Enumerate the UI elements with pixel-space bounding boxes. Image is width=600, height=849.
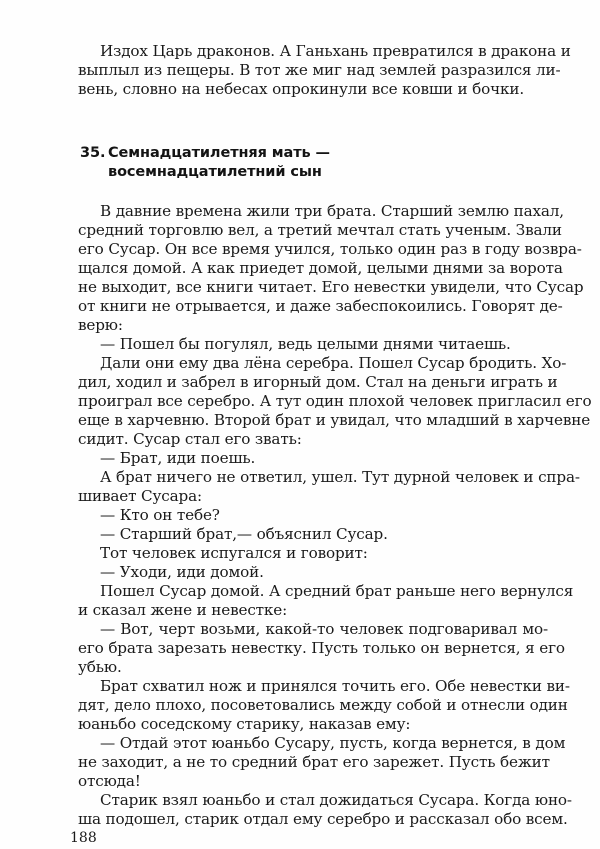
body-line: еще в харчевню. Второй брат и увидал, что младший в харчевне — [78, 411, 591, 429]
body-line: юаньбо соседскому старику, наказав ему: — [78, 715, 411, 733]
chapter-title-line1: Семнадцатилетняя мать — — [108, 145, 330, 161]
body-line: не выходит, все книги читает. Его невестки увидели, что Сусар — [78, 278, 584, 296]
body-line: верю: — [78, 316, 123, 334]
body-line: отсюда! — [78, 772, 141, 790]
body-line: Брат схватил нож и принялся точить его. Обе невестки ви- — [100, 677, 570, 695]
body-line: — Брат, иди поешь. — [100, 449, 256, 467]
body-line: — Пошел бы погулял, ведь целыми днями читаешь. — [100, 335, 511, 353]
body-line: дил, ходил и забрел в игорный дом. Стал на деньги играть и — [78, 373, 558, 391]
chapter-number: 35. — [80, 145, 106, 161]
body-line: ша подошел, старик отдал ему серебро и рассказал обо всем. — [78, 810, 568, 828]
body-line: — Отдай этот юаньбо Сусару, пусть, когда вернется, в дом — [100, 734, 566, 752]
body-line: его Сусар. Он все время учился, только один раз в году возвра- — [78, 240, 582, 258]
body-line: от книги не отрывается, и даже забеспокоились. Говорят де- — [78, 297, 563, 315]
body-line: — Кто он тебе? — [100, 506, 220, 524]
body-line: шивает Сусара: — [78, 487, 202, 505]
body-line: средний торговлю вел, а третий мечтал стать ученым. Звали — [78, 221, 562, 239]
body-line: Пошел Сусар домой. А средний брат раньше него вернулся — [100, 582, 574, 600]
body-line: Старик взял юаньбо и стал дожидаться Сусара. Когда юно- — [100, 791, 572, 809]
body-line: В давние времена жили три брата. Старший землю пахал, — [100, 202, 564, 220]
body-line: убью. — [78, 658, 122, 676]
body-line: его брата зарезать невестку. Пусть только он вернется, я его — [78, 639, 565, 657]
body-line: дят, дело плохо, посоветовались между собой и отнесли один — [78, 696, 568, 714]
intro-line: выплыл из пещеры. В тот же миг над землей разразился ли- — [78, 61, 561, 79]
intro-line: вень, словно на небесах опрокинули все ковши и бочки. — [78, 80, 525, 98]
intro-line: Издох Царь драконов. А Ганьхань превратился в дракона и — [100, 42, 571, 60]
body-line: щался домой. А как приедет домой, целыми днями за ворота — [78, 259, 563, 277]
body-line: и сказал жене и невестке: — [78, 601, 288, 619]
body-line: — Уходи, иди домой. — [100, 563, 264, 581]
body-line: — Вот, черт возьми, какой-то человек подговаривал мо- — [100, 620, 548, 638]
body-line: Дали они ему два лёна серебра. Пошел Сусар бродить. Хо- — [100, 354, 567, 372]
body-line: Тот человек испугался и говорит: — [100, 544, 368, 562]
body-line: проиграл все серебро. А тут один плохой человек пригласил его — [78, 392, 592, 410]
body-line: не заходит, а не то средний брат его зарежет. Пусть бежит — [78, 753, 550, 771]
body-line: сидит. Сусар стал его звать: — [78, 430, 302, 448]
body-line: А брат ничего не ответил, ушел. Тут дурной человек и спра- — [100, 468, 580, 486]
page-number: 188 — [70, 830, 97, 846]
chapter-title-line2: восемнадцатилетний сын — [108, 164, 322, 180]
body-line: — Старший брат,— объяснил Сусар. — [100, 525, 388, 543]
